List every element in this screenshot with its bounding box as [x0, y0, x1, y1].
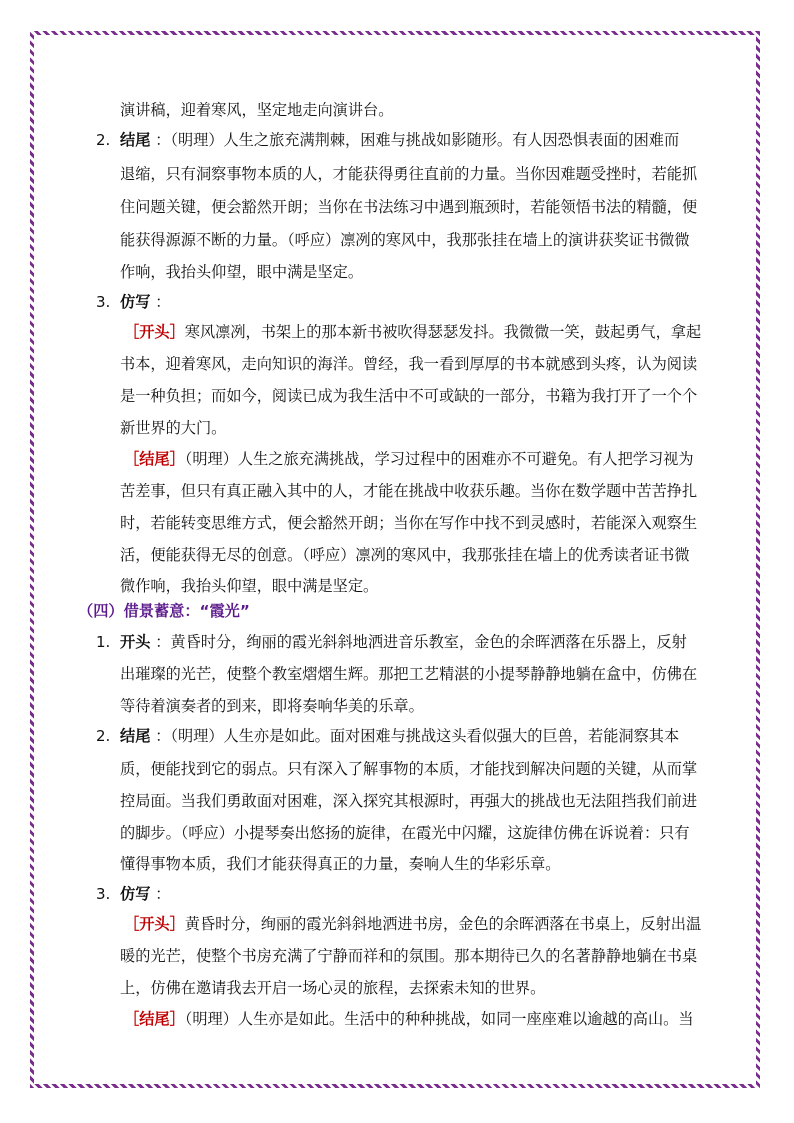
paragraph-first-line [124, 914, 701, 934]
label-separator: ： [150, 727, 171, 745]
text-span: （明理）人生之旅充满荆棘，困难与挑战如影随形。有人因恐惧表面的困难而 [170, 131, 680, 149]
label-separator: ： [150, 131, 171, 149]
text-line: 等待着演奏者的到来，即将奏响华美的乐章。 [120, 697, 424, 715]
label-separator: ： [150, 293, 171, 311]
text-span: 黄昏时分，绚丽的霞光斜斜地洒进书房，金色的余晖洒落在书桌上，反射出温 [184, 915, 702, 933]
list-number: 2. [96, 727, 111, 745]
text-line: 住问题关键，便会豁然开朗；当你在书法练习中遇到瓶颈时，若能领悟书法的精髓，便 [120, 198, 698, 216]
item-label: 结尾 [120, 727, 151, 745]
text-line: 是一种负担；而如今，阅读已成为我生活中不可或缺的一部分，书籍为我打开了一个个 [120, 387, 698, 405]
item-label: 开头 [120, 633, 151, 651]
tag-label: ［结尾］ [124, 450, 185, 468]
text-line: 演讲稿，迎着寒风，坚定地走向演讲台。 [120, 101, 394, 119]
text-line: 新世界的大门。 [120, 419, 227, 437]
tag-label: ［开头］ [124, 323, 185, 341]
list-number: 3. [96, 885, 111, 903]
text-span: （明理）人生亦是如此。生活中的种种挑战，如同一座座难以逾越的高山。当 [184, 1010, 694, 1028]
item-label: 结尾 [120, 131, 151, 149]
text-line: 能获得源源不断的力量。（呼应）凛冽的寒风中，我那张挂在墙上的演讲获奖证书微微 [120, 231, 690, 249]
text-line: 暖的光芒，使整个书房充满了宁静而祥和的氛围。那本期待已久的名著静静地躺在书桌 [120, 947, 698, 965]
text-line: 作响，我抬头仰望，眼中满是坚定。 [120, 263, 363, 281]
section-heading: （四）借景蓄意：“霞光” [78, 602, 250, 620]
text-line: 苦差事，但只有真正融入其中的人，才能在挑战中收获乐趣。当你在数学题中苦苦挣扎 [120, 482, 698, 500]
text-line: 控局面。当我们勇敢面对困难，深入探究其根源时，再强大的挑战也无法阻挡我们前进 [120, 792, 698, 810]
text-span: （明理）人生之旅充满挑战，学习过程中的困难亦不可避免。有人把学习视为 [184, 450, 694, 468]
list-number: 2. [96, 131, 111, 149]
tag-label: ［开头］ [124, 915, 185, 933]
text-line: 书本，迎着寒风，走向知识的海洋。曾经，我一看到厚厚的书本就感到头疼，认为阅读 [120, 355, 698, 373]
text-line: 的脚步。（呼应）小提琴奏出悠扬的旋律，在霞光中闪耀，这旋律仿佛在诉说着：只有 [120, 824, 690, 842]
text-line: 质，便能找到它的弱点。只有深入了解事物的本质，才能找到解决问题的关键，从而掌 [120, 760, 698, 778]
text-line: 活，便能获得无尽的创意。（呼应）凛冽的寒风中，我那张挂在墙上的优秀读者证书微 [120, 546, 690, 564]
tag-label: ［结尾］ [124, 1010, 185, 1028]
list-item-first-line [120, 130, 679, 150]
text-line: 时，若能转变思维方式，便会豁然开朗；当你在写作中找不到灵感时，若能深入观察生 [120, 514, 698, 532]
list-item-first-line [120, 884, 170, 904]
label-separator: ： [150, 633, 171, 651]
item-label: 仿写 [120, 885, 151, 903]
item-label: 仿写 [120, 293, 151, 311]
list-item-first-line [120, 292, 170, 312]
paragraph-first-line [124, 449, 694, 469]
text-line: 懂得事物本质，我们才能获得真正的力量，奏响人生的华彩乐章。 [120, 855, 561, 873]
list-item-first-line [120, 726, 679, 746]
text-line: 上，仿佛在邀请我去开启一场心灵的旅程，去探索未知的世界。 [120, 979, 546, 997]
text-line: 出璀璨的光芒，使整个教室熠熠生辉。那把工艺精湛的小提琴静静地躺在盒中，仿佛在 [120, 665, 698, 683]
text-span: 寒风凛冽，书架上的那本新书被吹得瑟瑟发抖。我微微一笑，鼓起勇气，拿起 [184, 323, 702, 341]
label-separator: ： [150, 885, 171, 903]
paragraph-first-line [124, 322, 701, 342]
list-number: 3. [96, 293, 111, 311]
text-span: （明理）人生亦是如此。面对困难与挑战这头看似强大的巨兽，若能洞察其本 [170, 727, 680, 745]
text-line: 退缩，只有洞察事物本质的人，才能获得勇往直前的力量。当你因难题受挫时，若能抓 [120, 165, 698, 183]
text-line: 微作响，我抬头仰望，眼中满是坚定。 [120, 577, 379, 595]
list-item-first-line [120, 632, 687, 652]
list-number: 1. [96, 633, 111, 651]
text-span: 黄昏时分，绚丽的霞光斜斜地洒进音乐教室，金色的余晖洒落在乐器上，反射 [170, 633, 687, 651]
paragraph-first-line [124, 1009, 694, 1029]
